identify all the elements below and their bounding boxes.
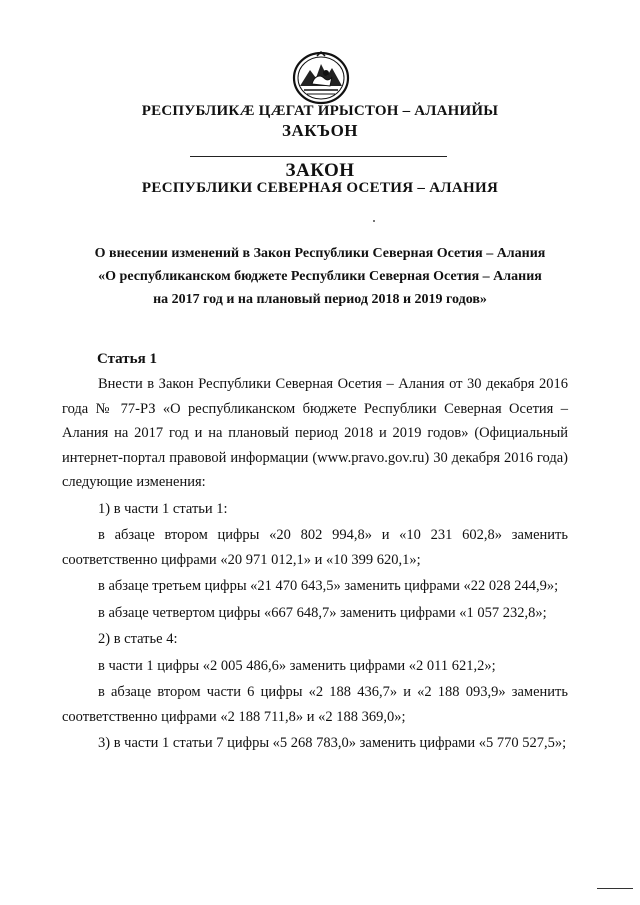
body-paragraph: 1) в части 1 статьи 1: xyxy=(98,500,228,517)
article-heading: Статья 1 xyxy=(97,351,157,367)
body-paragraph: в абзаце втором цифры «20 802 994,8» и «10 231 602,8» заменить соответственно цифрами «20 971 012,1» и «10 399 620,1»; xyxy=(62,527,568,568)
header-divider xyxy=(190,156,447,157)
law-title-line: «О республиканском бюджете Республики Северная Осетия – Алания xyxy=(98,269,542,284)
page-end-dash xyxy=(597,888,633,889)
body-paragraph: в абзаце третьем цифры «21 470 643,5» заменить цифрами «22 028 244,9»; xyxy=(98,578,559,594)
stray-mark xyxy=(373,220,375,222)
law-title-line: О внесении изменений в Закон Республики Северная Осетия – Алания xyxy=(94,246,546,261)
russian-law-title: ЗАКОН xyxy=(285,160,355,181)
ossetian-republic-title: РЕСПУБЛИКÆ ЦÆГАТ ИРЫСТОН – АЛАНИЙЫ xyxy=(141,103,499,119)
body-paragraph: в части 1 цифры «2 005 486,6» заменить цифрами «2 011 621,2»; xyxy=(98,657,496,674)
law-title-line: на 2017 год и на плановый период 2018 и 2019 годов» xyxy=(153,292,487,307)
article-body xyxy=(62,372,568,756)
body-paragraph: в абзаце втором части 6 цифры «2 188 436,7» и «2 188 093,9» заменить соответственно цифрами «2 188 711,8» и «2 188 369,0»; xyxy=(62,684,568,725)
body-paragraph: Внести в Закон Республики Северная Осетия – Алания от 30 декабря 2016 года № 77-РЗ «О республиканском бюджете Республики Северная Осетия – Алания на 2017 год и на плановый период 2018 и 2019 годов» (Официальный интернет-портал правовой информации (www.pravo.gov.ru) 30 декабря 2016 года) следующие изменения: xyxy=(62,376,568,490)
body-paragraph: 3) в части 1 статьи 7 цифры «5 268 783,0» заменить цифрами «5 770 527,5»; xyxy=(98,735,567,751)
ossetian-law-title: ЗАКЪОН xyxy=(281,121,359,140)
coat-of-arms-emblem xyxy=(290,48,352,106)
body-paragraph: 2) в статье 4: xyxy=(98,631,178,647)
body-paragraph: в абзаце четвертом цифры «667 648,7» заменить цифрами «1 057 232,8»; xyxy=(98,604,547,621)
russian-republic-title: РЕСПУБЛИКИ СЕВЕРНАЯ ОСЕТИЯ – АЛАНИЯ xyxy=(141,180,499,196)
